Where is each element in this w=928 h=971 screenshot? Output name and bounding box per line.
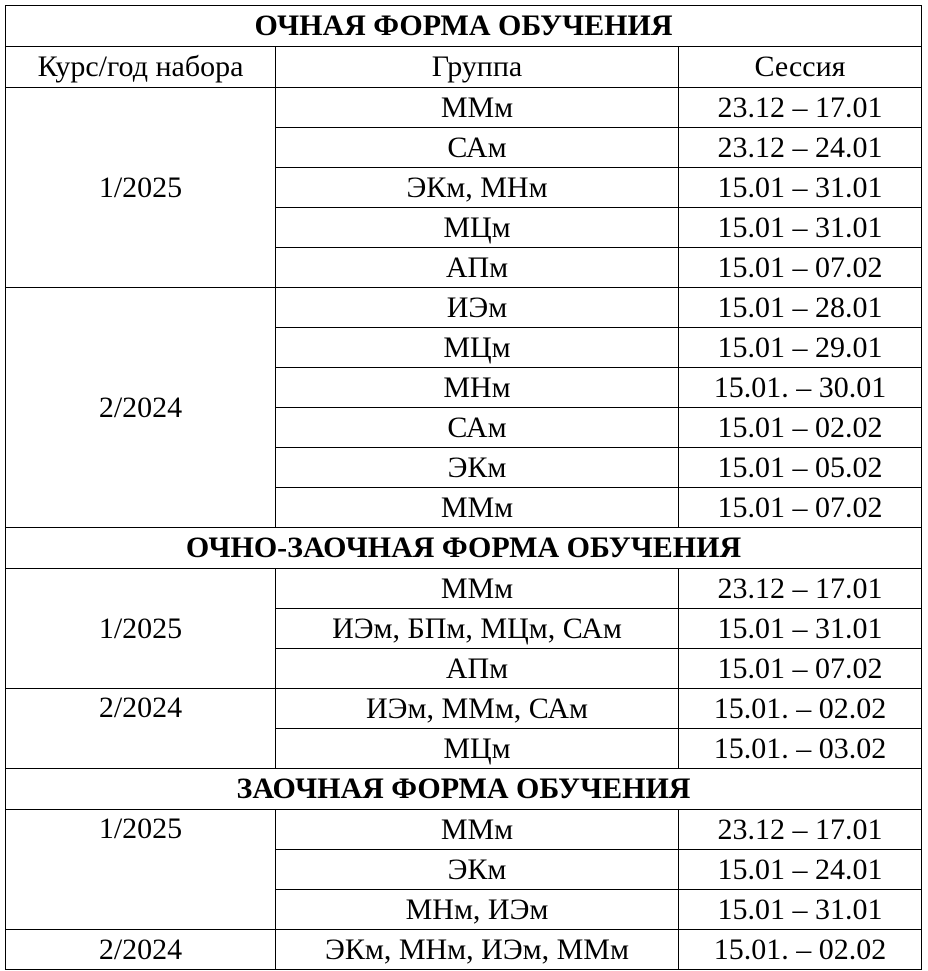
header-group: Группа — [276, 47, 679, 88]
header-course: Курс/год набора — [6, 47, 276, 88]
group-cell: САм — [276, 408, 679, 448]
session-cell: 15.01. – 02.02 — [679, 930, 922, 970]
group-cell: ММм — [276, 569, 679, 609]
group-cell: ИЭм — [276, 288, 679, 328]
session-cell: 15.01 – 07.02 — [679, 649, 922, 689]
session-cell: 15.01 – 31.01 — [679, 609, 922, 649]
header-session: Сессия — [679, 47, 922, 88]
session-cell: 15.01 – 31.01 — [679, 890, 922, 930]
session-cell: 15.01 – 28.01 — [679, 288, 922, 328]
course-cell: 2/2024 — [6, 689, 276, 769]
section-title: ОЧНАЯ ФОРМА ОБУЧЕНИЯ — [6, 6, 922, 47]
session-cell: 15.01 – 31.01 — [679, 208, 922, 248]
group-cell: ММм — [276, 488, 679, 528]
table-row — [6, 88, 922, 128]
group-cell: ММм — [276, 810, 679, 850]
group-cell: ЭКм — [276, 448, 679, 488]
group-cell: МНм, ИЭм — [276, 890, 679, 930]
course-cell: 2/2024 — [6, 288, 276, 528]
table-row — [6, 930, 922, 970]
section-title-row — [6, 769, 922, 810]
session-cell: 15.01. – 30.01 — [679, 368, 922, 408]
table-row — [6, 689, 922, 729]
course-cell: 1/2025 — [6, 569, 276, 689]
group-cell: АПм — [276, 649, 679, 689]
session-schedule-table — [5, 5, 922, 970]
group-cell: МНм — [276, 368, 679, 408]
session-cell: 23.12 – 24.01 — [679, 128, 922, 168]
session-cell: 15.01 – 24.01 — [679, 850, 922, 890]
session-cell: 23.12 – 17.01 — [679, 810, 922, 850]
session-cell: 15.01 – 07.02 — [679, 248, 922, 288]
group-cell: ИЭм, БПм, МЦм, САм — [276, 609, 679, 649]
session-cell: 15.01. – 02.02 — [679, 689, 922, 729]
section-title: ЗАОЧНАЯ ФОРМА ОБУЧЕНИЯ — [6, 769, 922, 810]
group-cell: АПм — [276, 248, 679, 288]
group-cell: ММм — [276, 88, 679, 128]
section-title-row — [6, 6, 922, 47]
session-cell: 15.01 – 31.01 — [679, 168, 922, 208]
table-row — [6, 810, 922, 850]
group-cell: МЦм — [276, 729, 679, 769]
group-cell: МЦм — [276, 328, 679, 368]
course-cell: 1/2025 — [6, 88, 276, 288]
course-cell: 1/2025 — [6, 810, 276, 930]
session-cell: 23.12 – 17.01 — [679, 88, 922, 128]
course-cell: 2/2024 — [6, 930, 276, 970]
column-header-row — [6, 47, 922, 88]
group-cell: ИЭм, ММм, САм — [276, 689, 679, 729]
group-cell: МЦм — [276, 208, 679, 248]
section-title-row — [6, 528, 922, 569]
group-cell: САм — [276, 128, 679, 168]
session-cell: 15.01 – 07.02 — [679, 488, 922, 528]
table-row — [6, 288, 922, 328]
session-cell: 15.01 – 29.01 — [679, 328, 922, 368]
group-cell: ЭКм — [276, 850, 679, 890]
session-cell: 15.01 – 02.02 — [679, 408, 922, 448]
session-cell: 23.12 – 17.01 — [679, 569, 922, 609]
table-row — [6, 569, 922, 609]
group-cell: ЭКм, МНм — [276, 168, 679, 208]
table-body — [6, 6, 922, 970]
session-cell: 15.01 – 05.02 — [679, 448, 922, 488]
group-cell: ЭКм, МНм, ИЭм, ММм — [276, 930, 679, 970]
section-title: ОЧНО-ЗАОЧНАЯ ФОРМА ОБУЧЕНИЯ — [6, 528, 922, 569]
session-cell: 15.01. – 03.02 — [679, 729, 922, 769]
